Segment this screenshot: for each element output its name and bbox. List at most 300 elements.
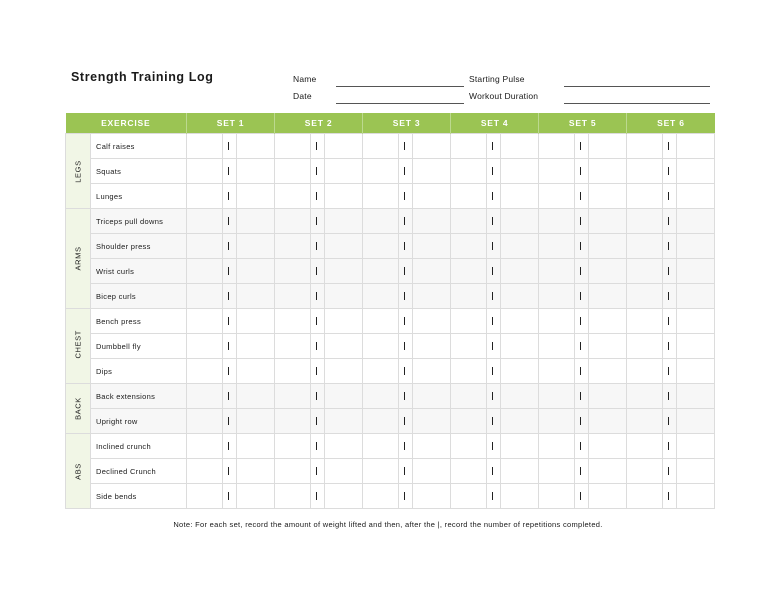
weight-reps-separator [580,242,581,250]
set-1-reps-cell[interactable] [237,159,275,184]
exercise-name: Dumbbell fly [91,334,187,359]
set-5-weight-cell[interactable] [539,234,575,259]
set-1-reps-cell[interactable] [237,409,275,434]
weight-reps-separator [404,367,405,375]
table-header-row [66,113,715,134]
weight-reps-separator [492,317,493,325]
weight-reps-separator [404,142,405,150]
set-4-reps-cell[interactable] [501,259,539,284]
set-6-separator-cell [663,459,677,484]
set-5-reps-cell[interactable] [589,259,627,284]
set-3-reps-cell[interactable] [413,459,451,484]
weight-reps-separator [228,367,229,375]
exercise-name: Back extensions [91,384,187,409]
weight-reps-separator [316,292,317,300]
weight-reps-separator [580,142,581,150]
weight-reps-separator [316,242,317,250]
set-6-weight-cell[interactable] [627,184,663,209]
set-6-reps-cell[interactable] [677,484,715,509]
exercise-name: Wrist curls [91,259,187,284]
set-5-weight-cell[interactable] [539,359,575,384]
set-3-reps-cell[interactable] [413,234,451,259]
set-2-reps-cell[interactable] [325,309,363,334]
set-1-weight-cell[interactable] [187,459,223,484]
set-2-weight-cell[interactable] [275,234,311,259]
set-2-separator-cell [311,434,325,459]
set-2-weight-cell[interactable] [275,284,311,309]
weight-reps-separator [580,167,581,175]
table-row [66,209,715,234]
set-2-reps-cell[interactable] [325,234,363,259]
set-3-reps-cell[interactable] [413,159,451,184]
set-3-separator-cell [399,159,413,184]
set-6-weight-cell[interactable] [627,434,663,459]
set-3-separator-cell [399,134,413,159]
set-2-weight-cell[interactable] [275,309,311,334]
table-row [66,284,715,309]
weight-reps-separator [668,342,669,350]
weight-reps-separator [404,417,405,425]
set-6-weight-cell[interactable] [627,334,663,359]
set-5-weight-cell[interactable] [539,484,575,509]
set-5-separator-cell [575,159,589,184]
set-6-weight-cell[interactable] [627,409,663,434]
set-6-weight-cell[interactable] [627,159,663,184]
table-row [66,484,715,509]
set-1-weight-cell[interactable] [187,434,223,459]
set-1-separator-cell [223,334,237,359]
weight-reps-separator [228,142,229,150]
set-4-weight-cell[interactable] [451,134,487,159]
weight-reps-separator [668,142,669,150]
table-row [66,184,715,209]
set-1-weight-cell[interactable] [187,334,223,359]
set-2-separator-cell [311,359,325,384]
set-2-weight-cell[interactable] [275,134,311,159]
set-3-reps-cell[interactable] [413,259,451,284]
set-3-weight-cell[interactable] [363,309,399,334]
set-3-reps-cell[interactable] [413,134,451,159]
set-5-reps-cell[interactable] [589,384,627,409]
set-1-reps-cell[interactable] [237,334,275,359]
set-2-reps-cell[interactable] [325,334,363,359]
weight-reps-separator [316,467,317,475]
set-4-weight-cell[interactable] [451,484,487,509]
set-4-separator-cell [487,209,501,234]
set-5-reps-cell[interactable] [589,234,627,259]
set-3-separator-cell [399,484,413,509]
set-5-separator-cell [575,309,589,334]
set-1-reps-cell[interactable] [237,284,275,309]
set-3-weight-cell[interactable] [363,284,399,309]
set-2-reps-cell[interactable] [325,284,363,309]
set-2-separator-cell [311,134,325,159]
set-2-weight-cell[interactable] [275,259,311,284]
set-3-reps-cell[interactable] [413,384,451,409]
weight-reps-separator [316,317,317,325]
set-5-reps-cell[interactable] [589,334,627,359]
weight-reps-separator [668,492,669,500]
set-6-weight-cell[interactable] [627,209,663,234]
set-1-reps-cell[interactable] [237,259,275,284]
set-1-weight-cell[interactable] [187,234,223,259]
set-1-reps-cell[interactable] [237,459,275,484]
set-6-reps-cell[interactable] [677,259,715,284]
set-4-weight-cell[interactable] [451,209,487,234]
set-3-reps-cell[interactable] [413,409,451,434]
set-5-weight-cell[interactable] [539,259,575,284]
set-6-reps-cell[interactable] [677,234,715,259]
set-1-reps-cell[interactable] [237,209,275,234]
set-3-separator-cell [399,284,413,309]
set-3-reps-cell[interactable] [413,309,451,334]
weight-reps-separator [404,492,405,500]
set-1-separator-cell [223,484,237,509]
weight-reps-separator [492,392,493,400]
set-6-weight-cell[interactable] [627,359,663,384]
set-2-separator-cell [311,384,325,409]
set-3-weight-cell[interactable] [363,209,399,234]
weight-reps-separator [316,392,317,400]
starting-pulse-label: Starting Pulse [469,74,525,84]
set-1-reps-cell[interactable] [237,184,275,209]
set-6-reps-cell[interactable] [677,334,715,359]
set-4-reps-cell[interactable] [501,134,539,159]
set-5-reps-cell[interactable] [589,484,627,509]
set-3-reps-cell[interactable] [413,484,451,509]
set-2-weight-cell[interactable] [275,484,311,509]
set-6-reps-cell[interactable] [677,384,715,409]
set-2-reps-cell[interactable] [325,409,363,434]
weight-reps-separator [228,317,229,325]
set-5-weight-cell[interactable] [539,184,575,209]
set-5-reps-cell[interactable] [589,209,627,234]
set-2-separator-cell [311,334,325,359]
set-4-reps-cell[interactable] [501,459,539,484]
weight-reps-separator [580,492,581,500]
table-row [66,159,715,184]
table-row [66,359,715,384]
set-1-weight-cell[interactable] [187,359,223,384]
set-5-weight-cell[interactable] [539,309,575,334]
weight-reps-separator [404,292,405,300]
set-5-separator-cell [575,284,589,309]
exercise-name: Upright row [91,409,187,434]
weight-reps-separator [228,192,229,200]
set-6-reps-cell[interactable] [677,184,715,209]
weight-reps-separator [316,142,317,150]
set-5-weight-cell[interactable] [539,284,575,309]
set-5-reps-cell[interactable] [589,309,627,334]
set-6-reps-cell[interactable] [677,309,715,334]
set-1-weight-cell[interactable] [187,209,223,234]
set-6-weight-cell[interactable] [627,284,663,309]
set-2-reps-cell[interactable] [325,434,363,459]
weight-reps-separator [668,242,669,250]
weight-reps-separator [228,292,229,300]
exercise-name: Triceps pull downs [91,209,187,234]
set-5-weight-cell[interactable] [539,134,575,159]
set-6-separator-cell [663,184,677,209]
set-2-weight-cell[interactable] [275,459,311,484]
weight-reps-separator [492,342,493,350]
category-cell-legs [66,134,91,209]
set-1-weight-cell[interactable] [187,134,223,159]
category-cell-arms [66,209,91,309]
exercise-name: Shoulder press [91,234,187,259]
weight-reps-separator [404,442,405,450]
set-4-reps-cell[interactable] [501,409,539,434]
weight-reps-separator [580,467,581,475]
set-6-reps-cell[interactable] [677,459,715,484]
set-3-separator-cell [399,234,413,259]
name-field[interactable] [336,86,464,87]
set-3-separator-cell [399,384,413,409]
set-3-weight-cell[interactable] [363,384,399,409]
set-5-reps-cell[interactable] [589,159,627,184]
weight-reps-separator [404,267,405,275]
weight-reps-separator [228,242,229,250]
set-3-weight-cell[interactable] [363,134,399,159]
set-4-weight-cell[interactable] [451,234,487,259]
set-4-reps-cell[interactable] [501,434,539,459]
set-4-reps-cell[interactable] [501,284,539,309]
set-1-weight-cell[interactable] [187,384,223,409]
set-2-reps-cell[interactable] [325,359,363,384]
set-4-reps-cell[interactable] [501,384,539,409]
set-4-weight-cell[interactable] [451,284,487,309]
weight-reps-separator [228,217,229,225]
weight-reps-separator [316,417,317,425]
set-5-separator-cell [575,134,589,159]
set-6-separator-cell [663,334,677,359]
set-3-weight-cell[interactable] [363,159,399,184]
weight-reps-separator [316,367,317,375]
instruction-note: Note: For each set, record the amount of weight lifted and then, after the |, record the number of repetitions completed. [173,520,603,529]
set-6-weight-cell[interactable] [627,134,663,159]
set-3-separator-cell [399,184,413,209]
weight-reps-separator [228,492,229,500]
set-2-reps-cell[interactable] [325,459,363,484]
weight-reps-separator [228,392,229,400]
set-2-reps-cell[interactable] [325,484,363,509]
weight-reps-separator [580,392,581,400]
set-2-separator-cell [311,184,325,209]
set-5-separator-cell [575,434,589,459]
set-3-reps-cell[interactable] [413,284,451,309]
set-5-reps-cell[interactable] [589,359,627,384]
set-4-weight-cell[interactable] [451,159,487,184]
set-3-weight-cell[interactable] [363,334,399,359]
set-1-reps-cell[interactable] [237,434,275,459]
set-4-weight-cell[interactable] [451,434,487,459]
set-1-weight-cell[interactable] [187,159,223,184]
set-2-weight-cell[interactable] [275,209,311,234]
set-2-separator-cell [311,484,325,509]
set-1-weight-cell[interactable] [187,409,223,434]
set-2-weight-cell[interactable] [275,334,311,359]
set-3-separator-cell [399,259,413,284]
set-4-separator-cell [487,334,501,359]
workout-duration-field[interactable] [564,103,710,104]
weight-reps-separator [580,442,581,450]
set-1-weight-cell[interactable] [187,484,223,509]
set-1-weight-cell[interactable] [187,184,223,209]
weight-reps-separator [316,492,317,500]
set-4-separator-cell [487,359,501,384]
weight-reps-separator [492,192,493,200]
set-1-reps-cell[interactable] [237,484,275,509]
weight-reps-separator [492,142,493,150]
set-3-separator-cell [399,459,413,484]
set-5-reps-cell[interactable] [589,434,627,459]
set-2-weight-cell[interactable] [275,384,311,409]
set-3-weight-cell[interactable] [363,434,399,459]
set-3-reps-cell[interactable] [413,334,451,359]
table-row [66,234,715,259]
set-6-weight-cell[interactable] [627,459,663,484]
set-2-reps-cell[interactable] [325,159,363,184]
set-6-reps-cell[interactable] [677,284,715,309]
set-5-weight-cell[interactable] [539,409,575,434]
set-4-reps-cell[interactable] [501,184,539,209]
weight-reps-separator [668,392,669,400]
set-4-weight-cell[interactable] [451,309,487,334]
set-6-reps-cell[interactable] [677,434,715,459]
set-4-weight-cell[interactable] [451,184,487,209]
set-5-reps-cell[interactable] [589,459,627,484]
set-3-reps-cell[interactable] [413,209,451,234]
exercise-name: Inclined crunch [91,434,187,459]
set-2-weight-cell[interactable] [275,159,311,184]
workout-duration-label: Workout Duration [469,91,539,101]
set-4-weight-cell[interactable] [451,409,487,434]
set-3-weight-cell[interactable] [363,459,399,484]
set-4-reps-cell[interactable] [501,234,539,259]
set-6-weight-cell[interactable] [627,309,663,334]
set-4-reps-cell[interactable] [501,209,539,234]
set-3-separator-cell [399,434,413,459]
set-1-reps-cell[interactable] [237,359,275,384]
set-2-weight-cell[interactable] [275,434,311,459]
table-row [66,409,715,434]
set-5-separator-cell [575,484,589,509]
set-5-weight-cell[interactable] [539,434,575,459]
set-6-weight-cell[interactable] [627,259,663,284]
category-label: BACK [73,397,83,420]
set-1-weight-cell[interactable] [187,259,223,284]
set-3-reps-cell[interactable] [413,359,451,384]
weight-reps-separator [580,367,581,375]
set-4-weight-cell[interactable] [451,459,487,484]
set-4-reps-cell[interactable] [501,359,539,384]
set-2-reps-cell[interactable] [325,384,363,409]
set-6-weight-cell[interactable] [627,234,663,259]
set-3-weight-cell[interactable] [363,259,399,284]
set-5-reps-cell[interactable] [589,409,627,434]
category-cell-chest [66,309,91,384]
set-5-reps-cell[interactable] [589,184,627,209]
set-6-weight-cell[interactable] [627,484,663,509]
set-2-reps-cell[interactable] [325,184,363,209]
set-5-weight-cell[interactable] [539,334,575,359]
set-6-reps-cell[interactable] [677,134,715,159]
set-6-reps-cell[interactable] [677,159,715,184]
set-1-separator-cell [223,209,237,234]
date-field[interactable] [336,103,464,104]
set-5-weight-cell[interactable] [539,159,575,184]
set-2-reps-cell[interactable] [325,209,363,234]
set-3-reps-cell[interactable] [413,184,451,209]
set-1-separator-cell [223,184,237,209]
set-5-reps-cell[interactable] [589,134,627,159]
set-2-reps-cell[interactable] [325,259,363,284]
set-2-reps-cell[interactable] [325,134,363,159]
exercise-name: Lunges [91,184,187,209]
category-label: ABS [73,462,83,480]
set-2-weight-cell[interactable] [275,359,311,384]
set-3-reps-cell[interactable] [413,434,451,459]
set-4-reps-cell[interactable] [501,159,539,184]
weight-reps-separator [668,467,669,475]
set-3-weight-cell[interactable] [363,359,399,384]
set-4-weight-cell[interactable] [451,259,487,284]
set-3-weight-cell[interactable] [363,409,399,434]
starting-pulse-field[interactable] [564,86,710,87]
set-1-reps-cell[interactable] [237,134,275,159]
set-4-weight-cell[interactable] [451,384,487,409]
set-4-weight-cell[interactable] [451,334,487,359]
set-4-reps-cell[interactable] [501,334,539,359]
set-4-reps-cell[interactable] [501,484,539,509]
set-5-reps-cell[interactable] [589,284,627,309]
weight-reps-separator [492,217,493,225]
set-1-reps-cell[interactable] [237,309,275,334]
weight-reps-separator [316,442,317,450]
table-row [66,459,715,484]
set-1-reps-cell[interactable] [237,234,275,259]
set-1-separator-cell [223,409,237,434]
set-1-weight-cell[interactable] [187,309,223,334]
set-4-separator-cell [487,309,501,334]
set-6-weight-cell[interactable] [627,384,663,409]
weight-reps-separator [228,342,229,350]
set-2-weight-cell[interactable] [275,409,311,434]
set-4-weight-cell[interactable] [451,359,487,384]
set-3-weight-cell[interactable] [363,484,399,509]
set-4-reps-cell[interactable] [501,309,539,334]
weight-reps-separator [668,317,669,325]
set-6-reps-cell[interactable] [677,409,715,434]
set-5-weight-cell[interactable] [539,459,575,484]
set-5-weight-cell[interactable] [539,209,575,234]
set-1-weight-cell[interactable] [187,284,223,309]
weight-reps-separator [668,267,669,275]
set-2-weight-cell[interactable] [275,184,311,209]
set-6-reps-cell[interactable] [677,209,715,234]
set-6-separator-cell [663,134,677,159]
set-3-weight-cell[interactable] [363,184,399,209]
weight-reps-separator [580,342,581,350]
set-3-column-header: SET 3 [363,113,451,134]
set-5-weight-cell[interactable] [539,384,575,409]
weight-reps-separator [228,167,229,175]
set-1-reps-cell[interactable] [237,384,275,409]
set-3-weight-cell[interactable] [363,234,399,259]
table-row [66,434,715,459]
set-4-separator-cell [487,184,501,209]
set-6-reps-cell[interactable] [677,359,715,384]
